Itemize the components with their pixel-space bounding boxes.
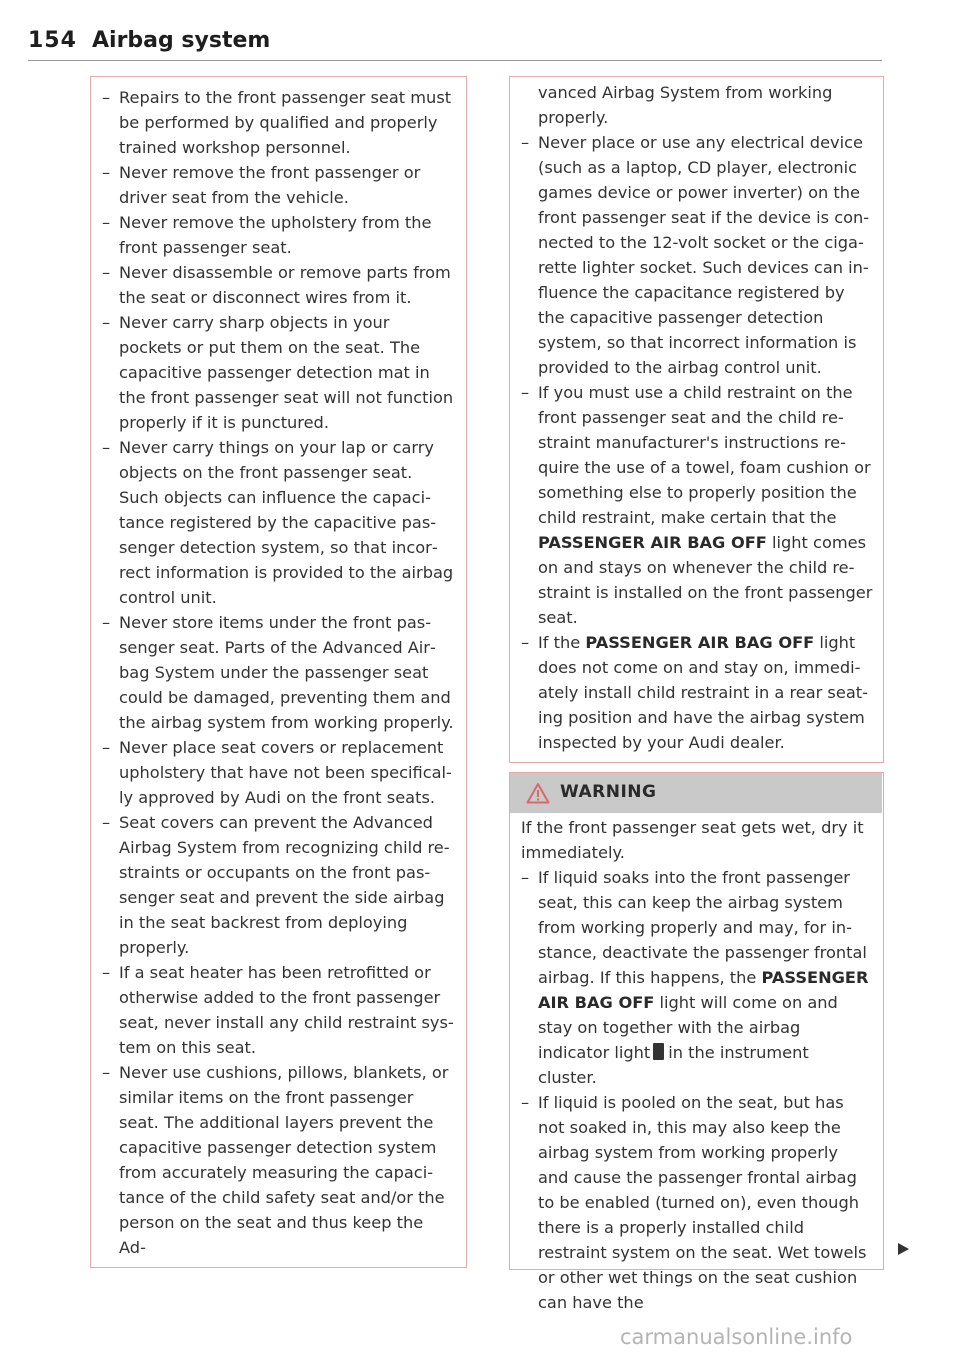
list-item: – Never use cushions, pillows, blankets, or similar items on the front passenger seat. The additional layers prevent the capacitive passenger detection system from accurately measuring the capacitance of the child safety seat and/or the person on the seat and thus keep the Ad- <box>102 1063 449 1257</box>
page-header <box>28 22 882 61</box>
list-item: – Repairs to the front passenger seat must be performed by qualified and properly trained workshop personnel. <box>102 88 452 157</box>
list-item: – Seat covers can prevent the Advanced Airbag System from recognizing child restraints or occupants on the front passenger seat and prevent the side airbag in the seat backrest from deploying properly. <box>102 813 450 957</box>
page-title: Airbag system <box>92 28 271 53</box>
next-page-arrow-icon <box>896 1242 910 1256</box>
list-item: – If liquid is pooled on the seat, but has not soaked in, this may also keep the airbag system from working properly and cause the passenger frontal airbag to be enabled (turned on), even though there is a properly installed child restraint system on the seat. Wet towels or other wet things on the seat cushion can have the <box>521 1093 867 1312</box>
watermark: carmanualsonline.info <box>620 1325 853 1349</box>
list-item: – Never disassemble or remove parts from the seat or disconnect wires from it. <box>102 263 451 307</box>
warning-triangle-icon <box>526 782 550 804</box>
warning-intro: If the front passenger seat gets wet, dry it immediately. <box>521 818 864 862</box>
list-item: – If a seat heater has been retrofitted or otherwise added to the front passenger seat, never install any child restraint system on this seat. <box>102 963 454 1057</box>
list-item: – Never carry things on your lap or carry objects on the front passenger seat. Such objects can influence the capacitance registered by the capacitive passenger detection system, so that incorrect information is provided to the airbag control unit. <box>102 438 454 607</box>
list-item: – If liquid soaks into the front passenger seat, this can keep the airbag system from working properly and may, for instance, deactivate the passenger frontal airbag. If this happens, the PASSENGER AIR BAG OFF light will come on and stay on together with the airbag indicator light in the instrument cluster. <box>521 868 869 1087</box>
list-item: – Never remove the front passenger or driver seat from the vehicle. <box>102 163 421 207</box>
list-item: – Never place seat covers or replacement upholstery that have not been specifically approved by Audi on the front seats. <box>102 738 452 807</box>
page-number: 154 <box>28 28 77 53</box>
list-item: – If you must use a child restraint on the front passenger seat and the child restraint manufacturer's instructions require the use of a towel, foam cushion or something else to properly position the child restraint, make certain that the PASSENGER AIR BAG OFF light comes on and stays on whenever the child restraint is installed on the front passenger seat. <box>521 383 873 627</box>
list-item: – If the PASSENGER AIR BAG OFF light does not come on and stay on, immediately install child restraint in a rear seating position and have the airbag system inspected by your Audi dealer. <box>521 633 868 752</box>
airbag-indicator-icon <box>653 1043 664 1060</box>
list-item: – Never store items under the front passenger seat. Parts of the Advanced Airbag System under the passenger seat could be damaged, preventing them and the airbag system from working properly. <box>102 613 454 732</box>
list-item: – Never place or use any electrical device (such as a laptop, CD player, electronic games device or power inverter) on the front passenger seat if the device is connected to the 12-volt socket or the cigarette lighter socket. Such devices can influence the capacitance registered by the capacitive passenger detection system, so that incorrect information is provided to the airbag control unit. <box>521 133 870 377</box>
warning-header <box>510 773 882 813</box>
list-item: – Never remove the upholstery from the front passenger seat. <box>102 213 432 257</box>
list-item: – Never carry sharp objects in your pockets or put them on the seat. The capacitive passenger detection mat in the front passenger seat will not function properly if it is punctured. <box>102 313 454 432</box>
left-column <box>102 85 454 1260</box>
warning-label: WARNING <box>560 782 657 802</box>
list-item-continuation: vanced Airbag System from working properly. <box>538 83 833 127</box>
right-column <box>521 80 875 755</box>
warning-text <box>521 815 871 1315</box>
